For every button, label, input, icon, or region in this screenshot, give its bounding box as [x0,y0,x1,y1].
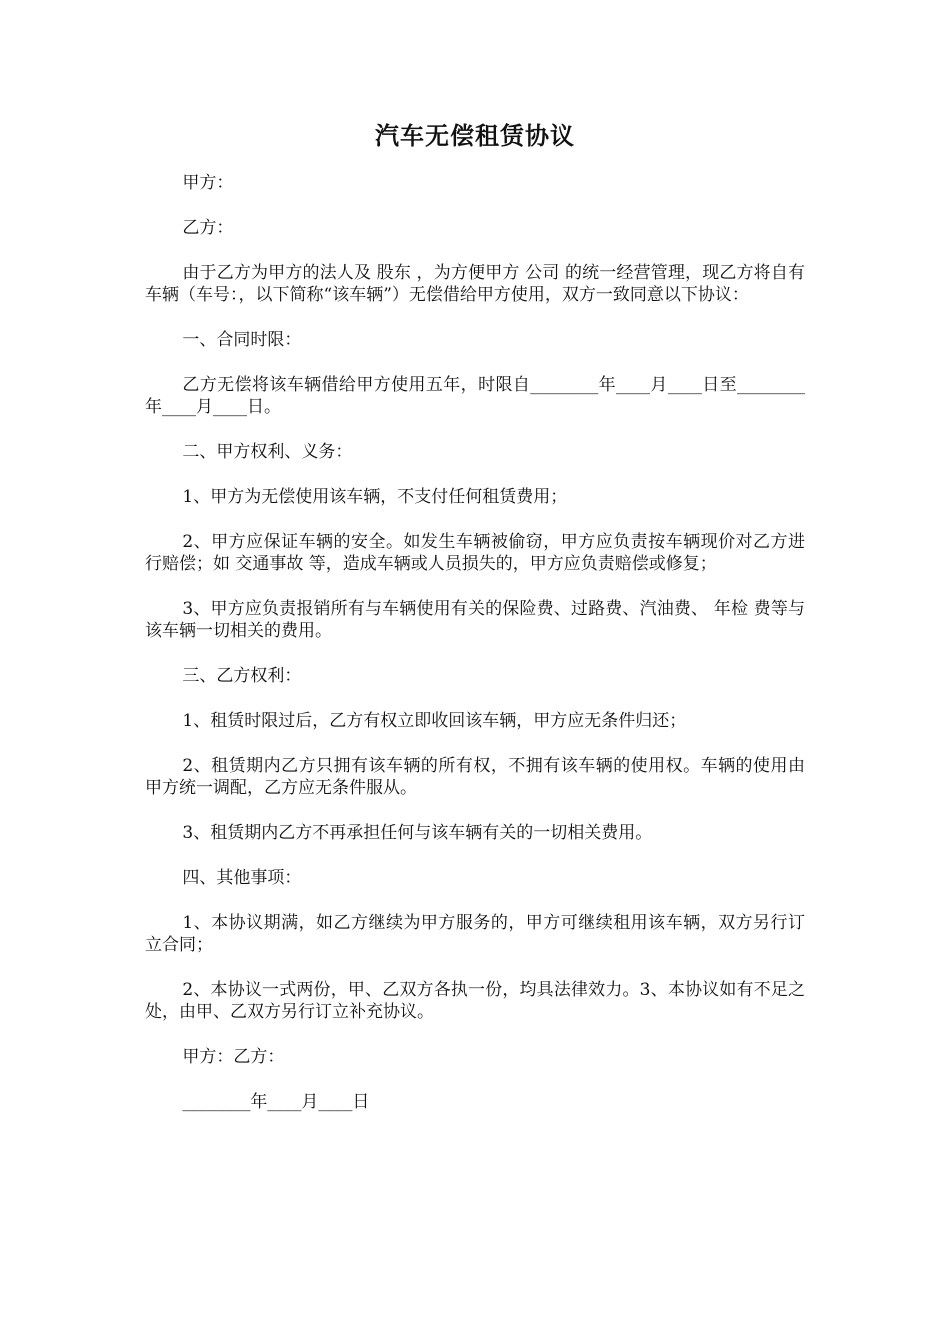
clause-paragraph: 2、本协议一式两份，甲、乙双方各执一份，均具法律效力。3、本协议如有不足之处，由甲、乙双方另行订立补充协议。 [145,980,805,1022]
section-heading-other: 四、其他事项： [182,868,302,888]
section-heading-term: 一、合同时限： [182,330,302,350]
party-a-line: 甲方： [182,173,234,193]
term-paragraph: 乙方无偿将该车辆借给甲方使用五年，时限自________年____月____日至________年____月____日。 [145,375,805,417]
section-heading-party-b: 三、乙方权利： [182,666,302,686]
preamble-paragraph: 由于乙方为甲方的法人及 股东 ，为方便甲方 公司 的统一经营管理，现乙方将自有车辆（车号：，以下简称“该车辆”）无偿借给甲方使用，双方一致同意以下协议： [145,263,805,305]
clause-paragraph: 1、本协议期满，如乙方继续为甲方服务的，甲方可继续租用该车辆，双方另行订立合同； [145,913,805,955]
party-b-line: 乙方： [182,218,234,238]
clause-paragraph: 1、甲方为无偿使用该车辆，不支付任何租赁费用； [182,487,568,507]
clause-paragraph: 2、甲方应保证车辆的安全。如发生车辆被偷窃，甲方应负责按车辆现价对乙方进行赔偿；如 交通事故 等，造成车辆或人员损失的，甲方应负责赔偿或修复； [145,532,805,574]
clause-paragraph: 3、甲方应负责报销所有与车辆使用有关的保险费、过路费、汽油费、 年检 费等与该车辆一切相关的费用。 [145,599,805,641]
document-title: 汽车无偿租赁协议 [375,121,575,150]
section-heading-party-a: 二、甲方权利、义务： [182,442,353,462]
clause-paragraph: 2、租赁期内乙方只拥有该车辆的所有权，不拥有该车辆的使用权。车辆的使用由甲方统一调配，乙方应无条件服从。 [145,756,805,798]
signature-line: 甲方：乙方： [182,1047,285,1067]
date-line: ________年____月____日 [182,1092,370,1112]
clause-paragraph: 3、租赁期内乙方不再承担任何与该车辆有关的一切相关费用。 [182,823,653,843]
clause-paragraph: 1、租赁时限过后，乙方有权立即收回该车辆，甲方应无条件归还； [182,711,687,731]
document-body [145,172,805,1136]
